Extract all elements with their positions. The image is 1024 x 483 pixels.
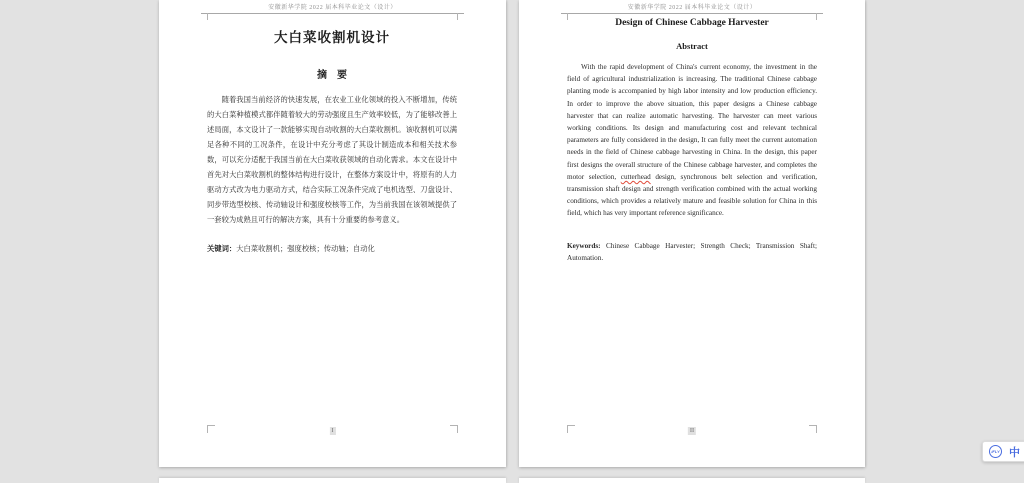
ime-language-mode-toggle[interactable]: 中	[1009, 446, 1020, 459]
page-number: II	[689, 427, 695, 434]
page-title: 大白菜收割机设计	[274, 30, 390, 45]
page-title: Design of Chinese Cabbage Harvester	[615, 18, 769, 28]
abstract-heading: Abstract	[676, 41, 708, 51]
page-number: I	[331, 427, 334, 434]
next-page-edge	[159, 478, 506, 483]
keywords-line	[567, 240, 817, 264]
next-page-edge	[519, 478, 865, 483]
running-header: 安徽新华学院 2022 届本科毕业论文（设计）	[627, 5, 757, 11]
keywords-text: 大白菜收割机；强度校核；传动轴；自动化	[236, 244, 375, 253]
keywords-line	[207, 241, 457, 256]
paragraph-text: design, synchronous belt selection and verification, transmission shaft design and strength verification combined with the actual working conditions, which provides a relatively mature and feasible solution for China in this field, which has very important reference significance.	[567, 172, 817, 218]
keywords-label: 关键词：	[207, 244, 237, 253]
spellcheck-flagged-word: cutterhead	[620, 172, 651, 181]
abstract-paragraph: 随着我国当前经济的快速发展，在农业工业化领域的投入不断增加，传统的大白菜种植模式都伴随着较大的劳动强度且生产效率较低，为了能够改善上述局面，本文设计了一款能够实现自动收割的大白菜收割机。该收割机可以满足各种不同的工况条件，在设计中充分考虑了其设计制造成本和相关技术参数，可以充分适配于我国当前在大白菜收获领域的自动化需求。本文在设计中首先对大白菜收割机的整体结构进行设计，在整体方案设计中，将原有的人力驱动方式改为电力驱动方式，结合实际工况条件完成了电机选型、刀盘设计、同步带选型校核、传动轴设计和强度校核等工作，为当前我国在该领域提供了一套较为成熟且可行的解决方案，具有十分重要的参考意义。	[207, 95, 457, 224]
ime-logo-icon[interactable]: iFLY	[989, 445, 1002, 458]
abstract-heading: 摘 要	[317, 70, 347, 81]
document-page-1[interactable]	[159, 0, 506, 467]
ime-status-bar[interactable]	[982, 441, 1024, 462]
text-boundary-mark	[457, 13, 458, 20]
document-page-2[interactable]	[519, 0, 865, 467]
text-boundary-mark	[450, 425, 458, 433]
paragraph-text: With the rapid development of China's current economy, the investment in the field of agricultural industrialization is increasing. The traditional Chinese cabbage planting mode is accompanied by high labor intensity and low production efficiency. In order to improve the above situation, this paper designs a Chinese cabbage harvester that can realize automatic harvesting. The harvester can meet various working conditions. Its design and manufacturing cost and relevant technical parameters are fully considered in the design, It can fully meet the current automation needs in the field of Chinese cabbage harvesting in China. In the design, this paper first designs the overall structure of the Chinese cabbage harvester, and completes the motor selection,	[567, 63, 817, 181]
text-boundary-mark	[809, 425, 817, 433]
running-header: 安徽新华学院 2022 届本科毕业论文（设计）	[268, 5, 397, 11]
keywords-text: Chinese Cabbage Harvester; Strength Check; Transmission Shaft; Automation.	[567, 241, 817, 262]
keywords-label: Keywords:	[567, 241, 601, 250]
abstract-paragraph	[567, 61, 817, 220]
text-boundary-mark	[567, 425, 575, 433]
text-boundary-mark	[207, 425, 215, 433]
